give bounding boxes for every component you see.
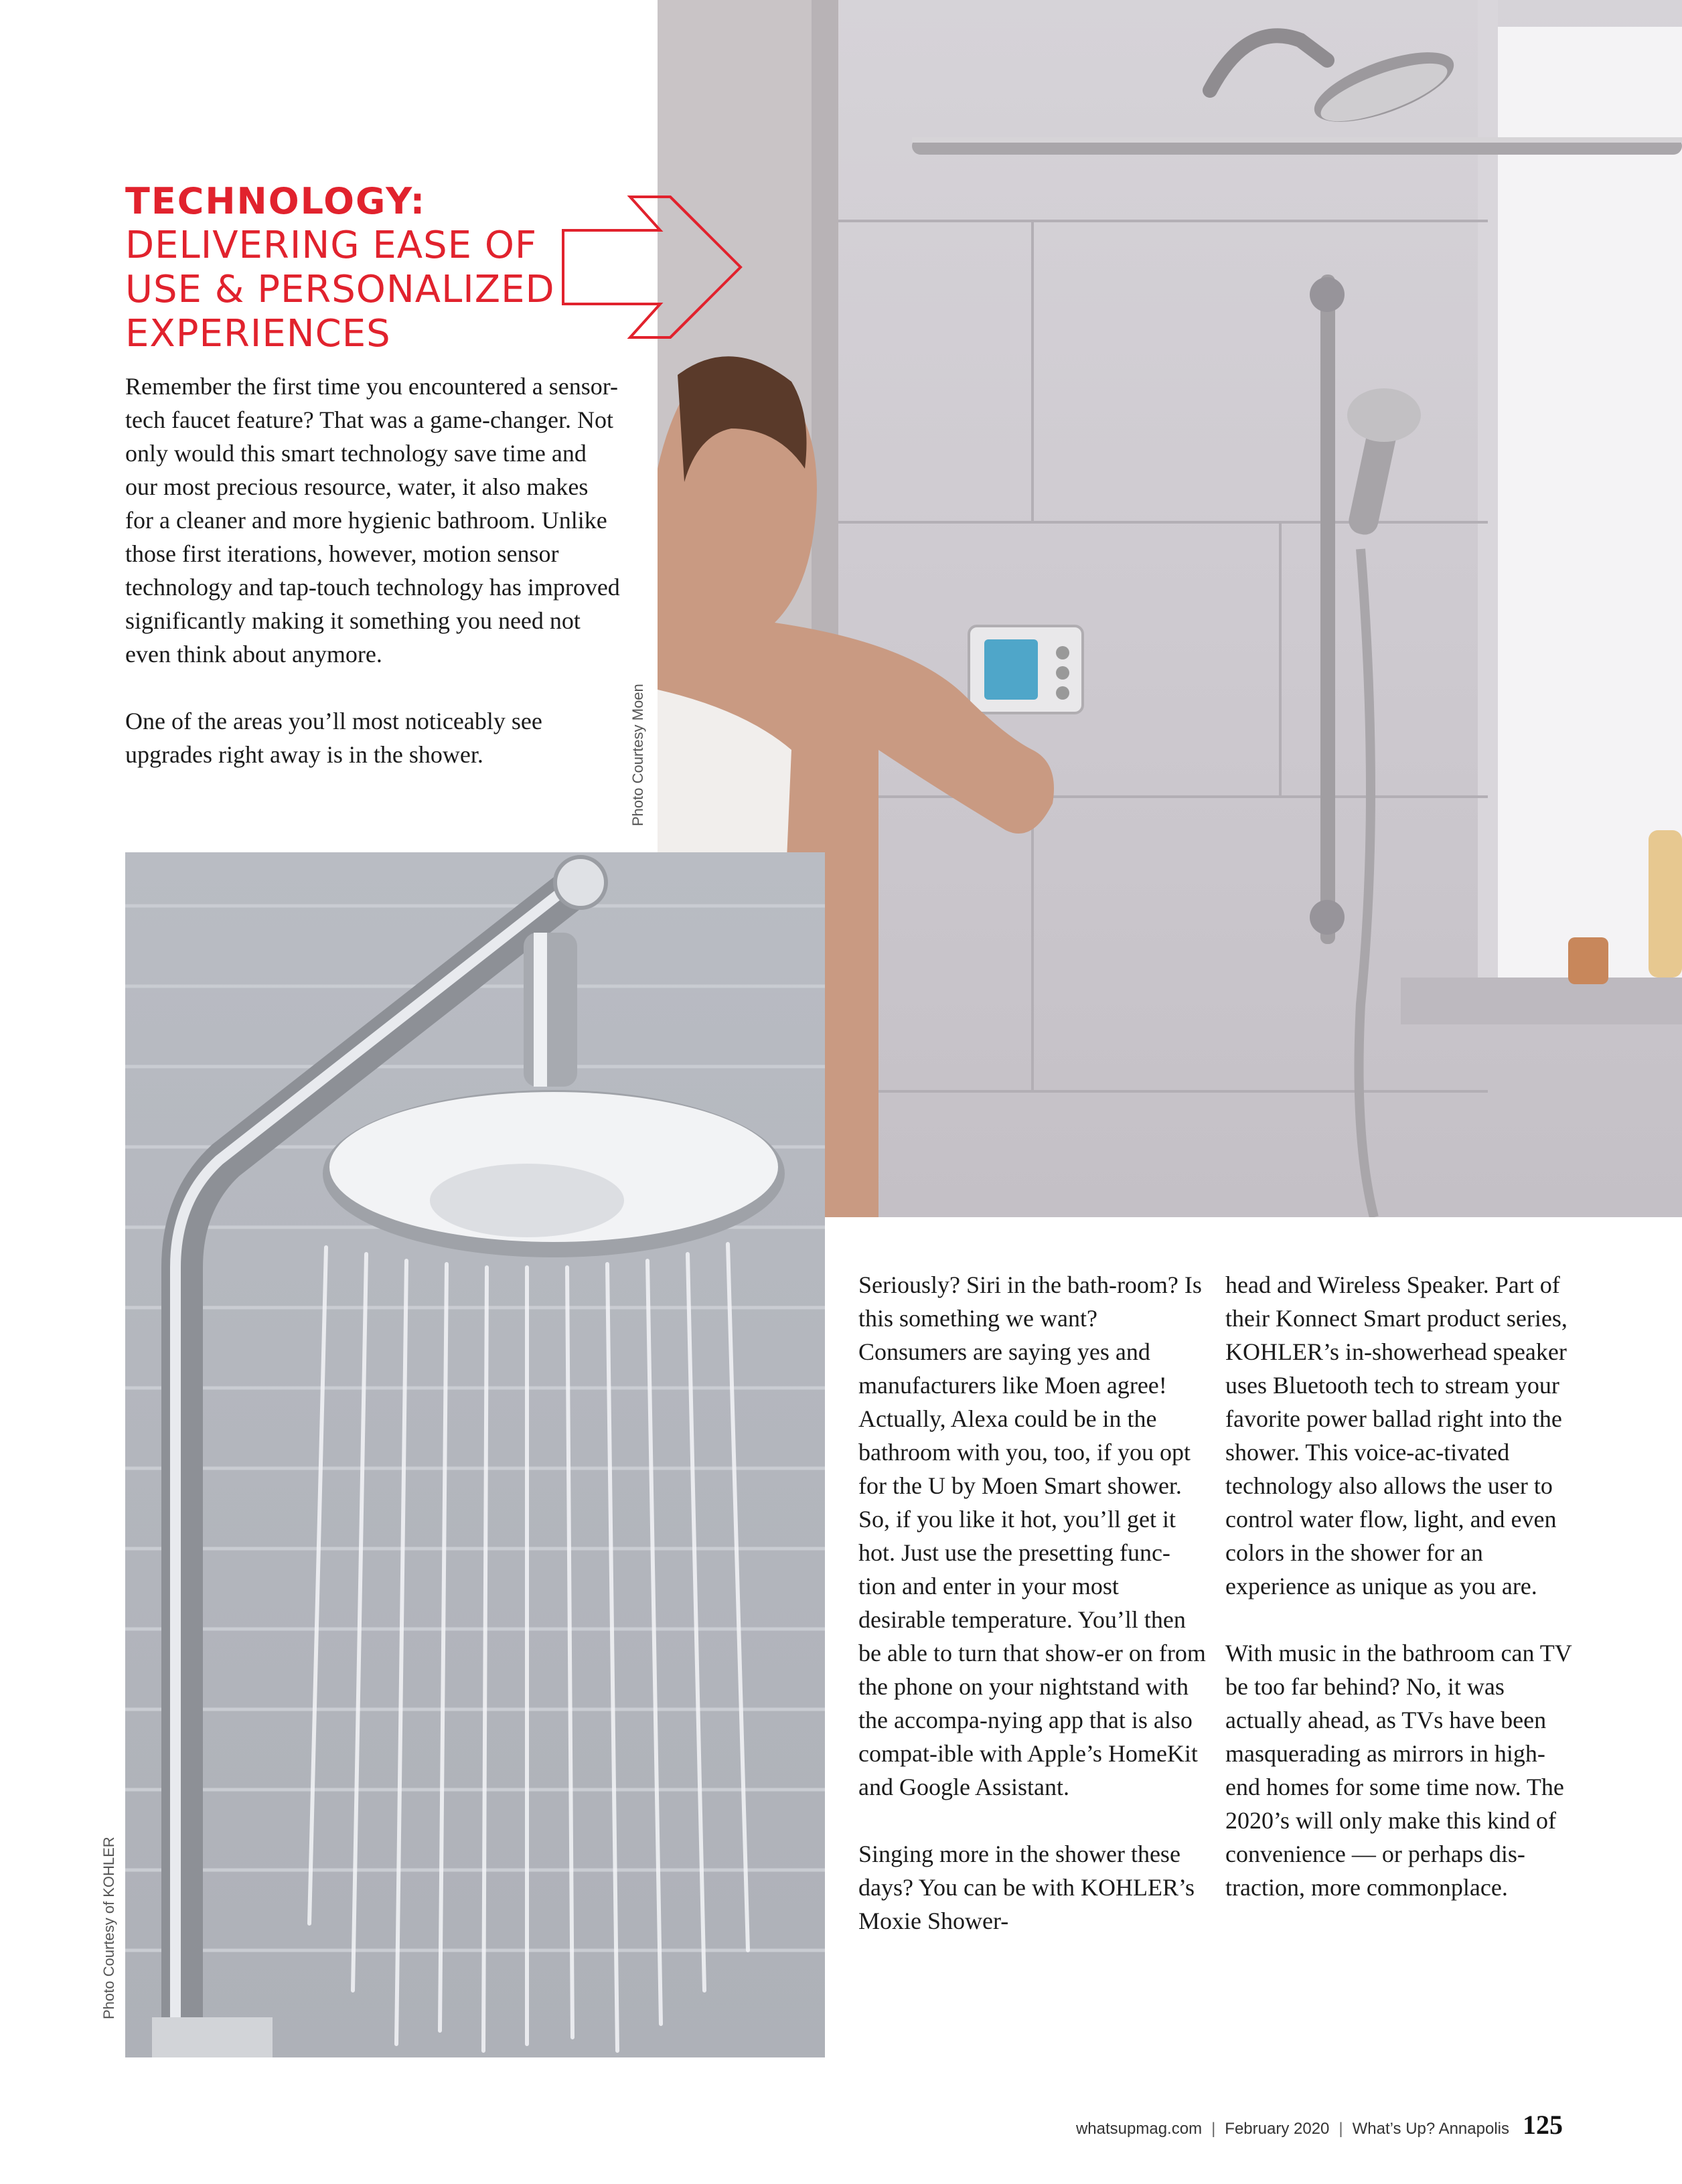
wireless-speaker	[430, 1164, 624, 1237]
headline-kicker: TECHNOLOGY:	[125, 180, 427, 222]
headline-line: DELIVERING EASE OF	[125, 224, 538, 267]
headline	[125, 224, 567, 356]
intro-paragraph: One of the areas you’ll most noticeably see upgrades right away is in the shower.	[125, 708, 542, 768]
headline-line: EXPERIENCES	[125, 312, 391, 356]
footer-separator: |	[1211, 2120, 1216, 2138]
body-column-3	[1225, 1268, 1574, 1938]
footer-magazine: What’s Up? Annapolis	[1352, 2120, 1509, 2138]
body-paragraph: Seriously? Siri in the bath-room? Is this something we want? Consumers are saying yes and manufacturers like Moen agree! Actually, Alexa could be in the bathroom with you, too, if you opt for the U by Moen Smart shower. So, if you like it hot, you’ll get it hot. Just use the presetting func-tion and enter in your most desirable temperature. You’ll then be able to turn that show-er on from the phone on your nightstand with the accompa-nying app that is also compat-ible with Apple’s HomeKit and Google Assistant.	[858, 1271, 1206, 1800]
body-paragraph: head and Wireless Speaker. Part of their Konnect Smart product series, KOHLER’s in-showerhead speaker uses Bluetooth tech to stream your favorite power ballad right into the shower. This voice-ac-tivated technology also allows the user to control water flow, light, and even colors in the shower for an experience as unique as you are.	[1225, 1271, 1568, 1600]
photo-credit-kohler: Photo Courtesy of KOHLER	[100, 1837, 117, 2019]
page-number: 125	[1523, 2110, 1563, 2140]
footer-site: whatsupmag.com	[1075, 2120, 1203, 2138]
photo-credit-moen: Photo Courtesy Moen	[629, 684, 646, 826]
intro-paragraph: Remember the first time you encountered a sensor-tech faucet feature? That was a game-changer. Not only would this smart technology save time and our most precious resource, water, it also makes for a cleaner and more hygienic bathroom. Unlike those first iterations, however, motion sensor technology and tap-touch technology has improved significantly making it something you need not even think about anymore.	[125, 373, 620, 668]
body-paragraph: With music in the bathroom can TV be too far behind? No, it was actually ahead, as TVs have been masquerading as mirrors in high-end homes for some time now. The 2020’s will only make this kind of convenience — or perhaps dis-traction, more commonplace.	[1225, 1640, 1572, 1901]
footer-separator: |	[1339, 2120, 1343, 2138]
kohler-photo-illustration	[125, 852, 825, 2057]
body-paragraph: Singing more in the shower these days? You can be with KOHLER’s Moxie Shower-	[858, 1841, 1195, 1934]
chevron-arrow-icon	[553, 191, 747, 343]
footer-issue: February 2020	[1225, 2120, 1330, 2138]
kohler-shower-photo	[125, 852, 825, 2057]
page-footer	[1076, 2109, 1563, 2140]
intro-text	[125, 370, 621, 805]
body-column-2	[858, 1268, 1207, 1971]
headline-line: USE & PERSONALIZED	[125, 268, 555, 311]
